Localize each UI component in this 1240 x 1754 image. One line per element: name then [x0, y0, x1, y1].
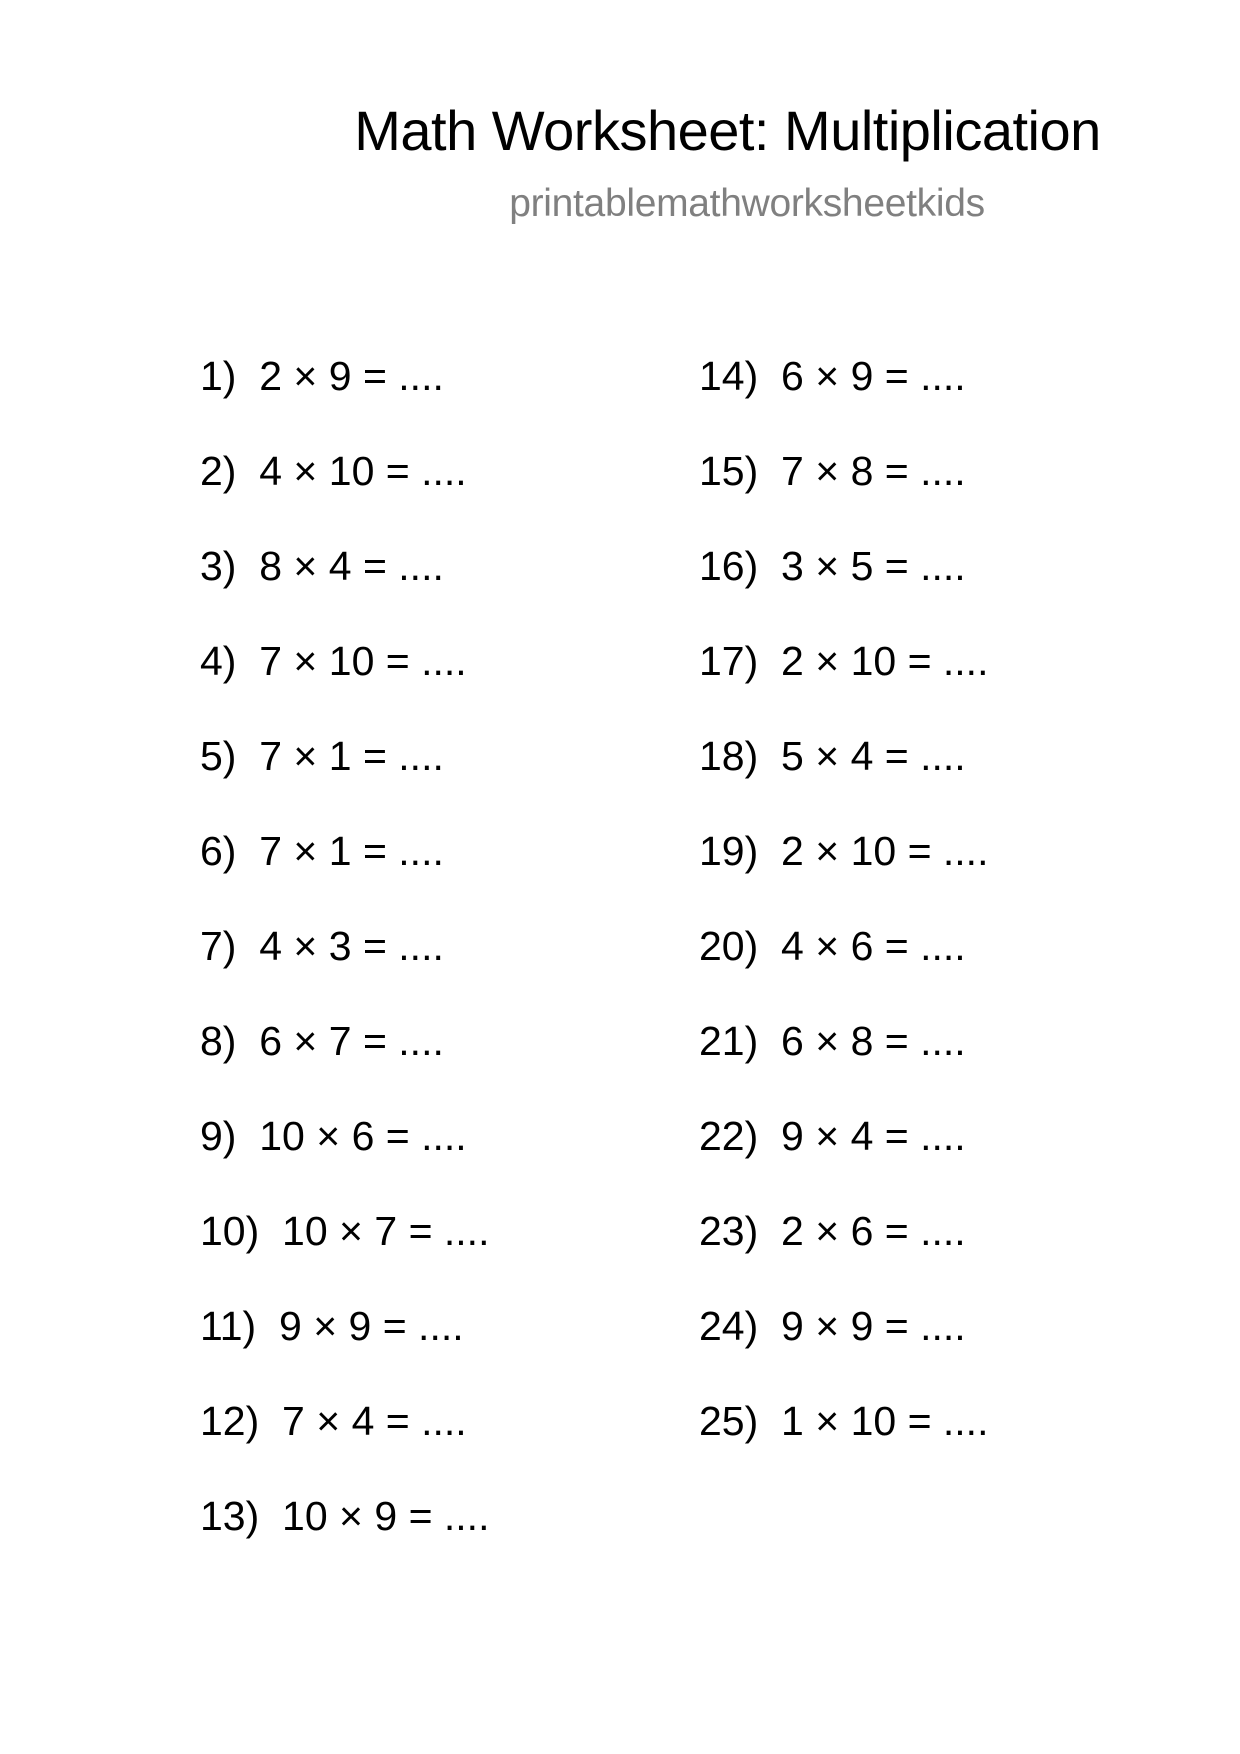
problem-item: 23) 2 × 6 = ....	[699, 1208, 966, 1254]
problem-item: 8) 6 × 7 = ....	[200, 1018, 444, 1064]
problem-item: 12) 7 × 4 = ....	[200, 1398, 467, 1444]
problem-item: 11) 9 × 9 = ....	[200, 1303, 464, 1349]
problem-item: 24) 9 × 9 = ....	[699, 1303, 966, 1349]
problem-item: 9) 10 × 6 = ....	[200, 1113, 467, 1159]
problem-item: 20) 4 × 6 = ....	[699, 923, 966, 969]
problem-item: 2) 4 × 10 = ....	[200, 448, 467, 494]
problem-item: 4) 7 × 10 = ....	[200, 638, 467, 684]
problem-item: 18) 5 × 4 = ....	[699, 733, 966, 779]
problem-item: 10) 10 × 7 = ....	[200, 1208, 490, 1254]
problem-item: 3) 8 × 4 = ....	[200, 543, 444, 589]
problem-item: 21) 6 × 8 = ....	[699, 1018, 966, 1064]
problem-item: 22) 9 × 4 = ....	[699, 1113, 966, 1159]
problem-item: 7) 4 × 3 = ....	[200, 923, 444, 969]
problem-item: 14) 6 × 9 = ....	[699, 353, 966, 399]
problem-item: 16) 3 × 5 = ....	[699, 543, 966, 589]
problem-item: 15) 7 × 8 = ....	[699, 448, 966, 494]
problem-item: 13) 10 × 9 = ....	[200, 1493, 490, 1539]
problem-item: 1) 2 × 9 = ....	[200, 353, 444, 399]
problem-item: 25) 1 × 10 = ....	[699, 1398, 989, 1444]
problems-column-left	[200, 350, 489, 1585]
worksheet-subtitle: printablemathworksheetkids	[509, 182, 985, 225]
problem-item: 6) 7 × 1 = ....	[200, 828, 444, 874]
worksheet-title: Math Worksheet: Multiplication	[354, 99, 1101, 162]
problems-column-right	[699, 350, 988, 1490]
problem-item: 17) 2 × 10 = ....	[699, 638, 989, 684]
problem-item: 5) 7 × 1 = ....	[200, 733, 444, 779]
problem-item: 19) 2 × 10 = ....	[699, 828, 989, 874]
